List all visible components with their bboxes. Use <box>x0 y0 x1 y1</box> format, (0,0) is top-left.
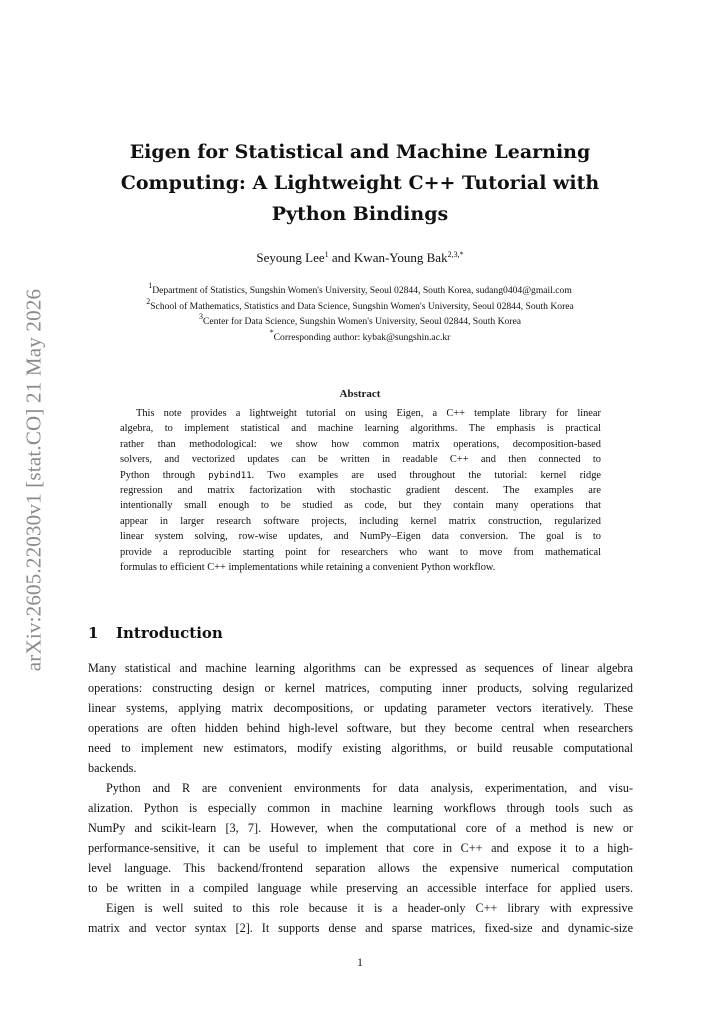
affiliation-list <box>70 283 650 345</box>
title-line: Python Bindings <box>271 203 449 225</box>
abstract-line-text: . Two examples are used throughout the tutorial: kernel ridge <box>251 469 601 481</box>
abstract-line: algebra, to implement statistical and machine learning algorithms. The emphasis is practical <box>120 423 601 435</box>
abstract-line: intentionally small enough to be studied as code, but they contain many operations that <box>120 500 601 512</box>
abstract-line: provide a reproducible starting point for researchers who want to move from mathematical <box>120 546 601 558</box>
arxiv-identifier-text: arXiv:2605.22030v1 [stat.CO] 21 May 2026 <box>21 288 46 672</box>
affiliation-mark: 2 <box>146 296 151 306</box>
affiliation-line <box>70 283 650 299</box>
author-name: Seyoung Lee <box>256 250 325 265</box>
abstract-line: solvers, and vectorized updates can be written in readable C++ and then connected to <box>120 454 601 466</box>
body-line: Eigen is well suited to this role because it is a header-only C++ library with expressive <box>106 901 633 915</box>
abstract-line-text: Python through <box>120 469 209 481</box>
affiliation-text: Center for Data Science, Sungshin Women's University, Seoul 02844, South Korea <box>202 316 522 327</box>
abstract-line: This note provides a lightweight tutorial on using Eigen, a C++ template library for linear <box>136 408 601 419</box>
body-line: operations are often hidden behind high-level software, but they become central when researchers <box>88 721 633 735</box>
affiliation-mark: 3 <box>198 312 203 321</box>
body-line: Many statistical and machine learning algorithms can be expressed as sequences of linear algebra <box>88 661 633 675</box>
code-term: pybind11 <box>208 470 252 481</box>
body-line: operations: constructing design or kernel matrices, computing inner products, solving regularized <box>88 681 633 695</box>
author-list <box>80 250 640 266</box>
title-line: Computing: A Lightweight C++ Tutorial with <box>120 172 600 194</box>
title-line: Eigen for Statistical and Machine Learning <box>129 141 591 163</box>
arxiv-identifier-stamp <box>14 230 54 730</box>
affiliation-text: Corresponding author: kybak@sungshin.ac.kr <box>273 331 451 343</box>
paper-title <box>80 137 640 230</box>
abstract-heading: Abstract <box>339 388 381 400</box>
section-body <box>88 658 633 938</box>
body-line: backends. <box>88 761 137 775</box>
affiliation-line <box>70 314 650 330</box>
abstract-line: formulas to efficient C++ implementations while retaining a convenient Python workflow. <box>120 561 496 573</box>
body-line: linear systems, applying matrix decompositions, or updating parameter vectors iteratively. These <box>88 701 633 715</box>
abstract-line: linear system solving, row-wise updates, and NumPy–Eigen data conversion. The goal is to <box>120 531 601 543</box>
body-line: Python and R are convenient environments for data analysis, experimentation, and visu- <box>106 781 633 795</box>
author-conjunction: and <box>328 250 354 265</box>
abstract-line: appear in larger research software projects, including kernel matrix construction, regularized <box>120 515 601 527</box>
author-affiliation-mark: 2,3,* <box>447 250 464 259</box>
body-line: alization. Python is especially common in machine learning workflows through tools such as <box>88 801 633 815</box>
abstract-line <box>120 468 601 483</box>
section-number: 1 <box>88 624 99 642</box>
abstract-body <box>120 406 601 575</box>
abstract-line: rather than methodological: we show how common matrix operations, decomposition-based <box>120 438 601 450</box>
page-number: 1 <box>357 957 363 969</box>
section-title: Introduction <box>116 624 223 642</box>
author-affiliation-mark: 1 <box>324 250 329 259</box>
abstract-line: regression and matrix factorization with stochastic gradient descent. The examples are <box>120 484 601 496</box>
body-line: matrix and vector syntax [2]. It supports dense and sparse matrices, fixed-size and dynamic-size <box>88 921 633 935</box>
body-line: performance-sensitive, it can be useful to implement that core in C++ and expose it to a high- <box>88 841 633 855</box>
affiliation-mark: 1 <box>148 281 153 290</box>
section-heading <box>88 624 633 642</box>
body-line: need to implement new estimators, modify existing algorithms, or build reusable computational <box>88 741 633 755</box>
author-name: Kwan-Young Bak <box>353 250 448 265</box>
affiliation-mark: * <box>269 327 274 337</box>
affiliation-line <box>70 327 650 346</box>
body-line: level language. This backend/frontend separation allows the expensive numerical computation <box>88 861 633 875</box>
body-line: NumPy and scikit-learn [3, 7]. However, when the computational core of a method is new or <box>88 821 633 835</box>
affiliation-text: School of Mathematics, Statistics and Data Science, Sungshin Women's University, Seoul 02844, South Korea <box>150 300 574 312</box>
affiliation-line <box>70 296 650 315</box>
body-line: to be written in a compiled language while preserving an accessible interface for applied users. <box>88 881 633 895</box>
affiliation-text: Department of Statistics, Sungshin Women's University, Seoul 02844, South Korea, sudang0404@gmail.com <box>152 285 572 296</box>
